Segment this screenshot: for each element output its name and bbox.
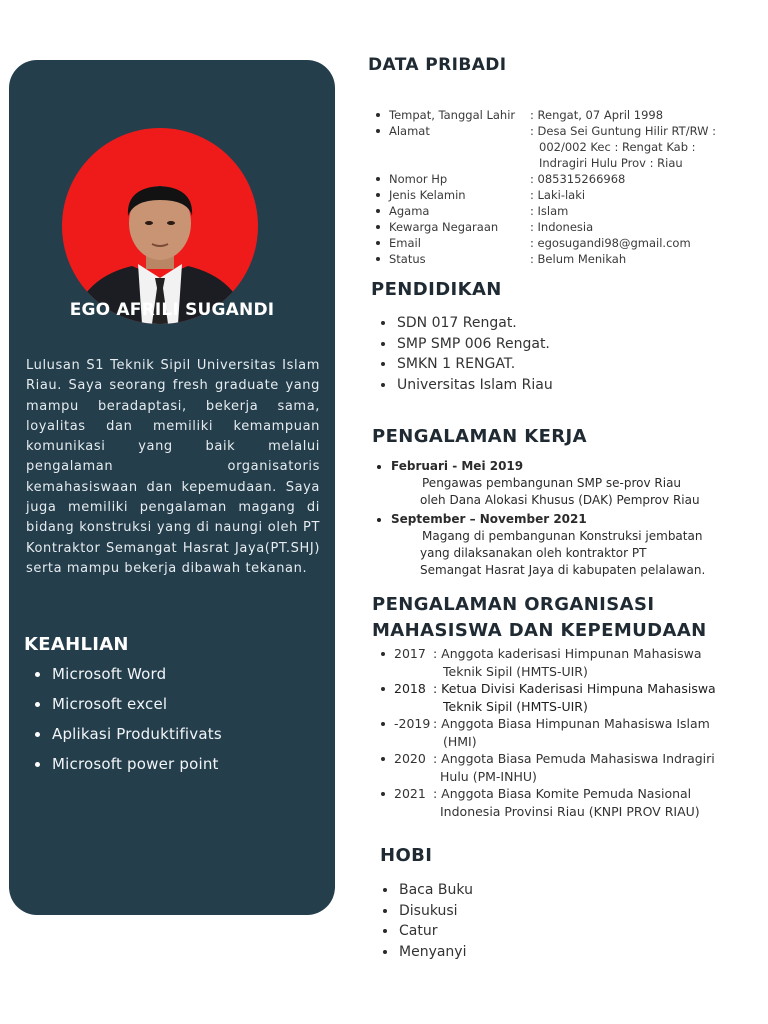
education-heading: PENDIDIKAN bbox=[371, 279, 502, 300]
hobby-list bbox=[380, 880, 473, 962]
organization-text: : Anggota Biasa Pemuda Mahasiswa Indragiri bbox=[433, 751, 715, 766]
personal-label: Agama bbox=[389, 204, 430, 218]
organization-text: : Anggota Biasa Komite Pemuda Nasional bbox=[433, 786, 692, 801]
hobby-item: Menyanyi bbox=[380, 942, 473, 963]
organization-text: : Ketua Divisi Kaderisasi Himpuna Mahasiswa bbox=[433, 681, 716, 696]
skill-item: Aplikasi Produktifivats bbox=[31, 723, 222, 753]
personal-label: Nomor Hp bbox=[389, 172, 448, 186]
skills-list bbox=[31, 663, 222, 783]
profile-sidebar bbox=[9, 60, 335, 915]
personal-label: Alamat bbox=[389, 124, 430, 138]
personal-label: Jenis Kelamin bbox=[389, 188, 466, 202]
organization-year: 2018 bbox=[394, 681, 426, 696]
personal-label: Tempat, Tanggal Lahir bbox=[389, 108, 516, 122]
work-item bbox=[374, 511, 705, 579]
personal-label: Kewarga Negaraan bbox=[389, 220, 499, 234]
education-item: SDN 017 Rengat. bbox=[378, 313, 553, 334]
personal-value: Indragiri Hulu Prov : Riau bbox=[539, 156, 683, 170]
personal-value: : Belum Menikah bbox=[530, 252, 627, 266]
education-item: Universitas Islam Riau bbox=[378, 375, 553, 396]
work-line: Magang di pembangunan Konstruksi jembatan bbox=[422, 529, 703, 543]
work-period: Februari - Mei 2019 bbox=[374, 458, 705, 475]
organization-text: Hulu (PM-INHU) bbox=[440, 768, 537, 784]
personal-value: : Islam bbox=[530, 204, 569, 218]
work-heading: PENGALAMAN KERJA bbox=[372, 426, 587, 447]
personal-value: : 085315266968 bbox=[530, 172, 626, 186]
skill-item: Microsoft power point bbox=[31, 753, 222, 783]
organization-heading bbox=[372, 592, 707, 644]
hobby-item: Disukusi bbox=[380, 901, 473, 922]
work-line: Semangat Hasrat Jaya di kabupaten pelalawan. bbox=[420, 563, 706, 577]
work-line: Pengawas pembangunan SMP se-prov Riau bbox=[422, 476, 682, 490]
profile-name: EGO AFRILI SUGANDI bbox=[69, 300, 275, 320]
organization-year: 2021 bbox=[394, 786, 426, 801]
organization-text: Teknik Sipil (HMTS-UIR) bbox=[443, 663, 588, 679]
personal-value: : Desa Sei Guntung Hilir RT/RW : bbox=[530, 124, 717, 138]
personal-value: 002/002 Kec : Rengat Kab : bbox=[539, 140, 696, 154]
personal-data-heading: DATA PRIBADI bbox=[368, 55, 507, 75]
profile-summary: Lulusan S1 Teknik Sipil Universitas Islam Riau. Saya seorang fresh graduate yang mampu beradaptasi, bekerja sama, loyalitas dan memiliki kemampuan komunikasi yang baik melalui pengalaman organisatoris kemahasiswaan dan kepemudaan. Saya juga memiliki pengalaman magang di bidang konstruksi yang di naungi oleh PT Kontraktor Semangat Hasrat Jaya(PT.SHJ) serta mampu bekerja dibawah tekanan. bbox=[26, 358, 320, 576]
profile-photo bbox=[62, 128, 258, 324]
skill-item: Microsoft Word bbox=[31, 663, 222, 693]
organization-text: : Anggota Biasa Himpunan Mahasiswa Islam bbox=[433, 716, 710, 731]
personal-label: Email bbox=[389, 236, 421, 250]
organization-text: Teknik Sipil (HMTS-UIR) bbox=[443, 698, 588, 714]
organization-year: -2019 bbox=[394, 716, 431, 731]
organization-heading-line: PENGALAMAN ORGANISASI bbox=[372, 594, 655, 615]
work-item bbox=[374, 458, 705, 509]
work-list bbox=[374, 458, 705, 579]
personal-value: : Rengat, 07 April 1998 bbox=[530, 108, 664, 122]
work-line: yang dilaksanakan oleh kontraktor PT bbox=[420, 546, 647, 560]
work-line: oleh Dana Alokasi Khusus (DAK) Pemprov Riau bbox=[420, 493, 700, 507]
hobby-item: Baca Buku bbox=[380, 880, 473, 901]
organization-heading-line: MAHASISWA DAN KEPEMUDAAN bbox=[372, 620, 707, 641]
hobby-heading: HOBI bbox=[380, 845, 433, 866]
personal-label: Status bbox=[389, 252, 426, 266]
education-item: SMP SMP 006 Rengat. bbox=[378, 334, 553, 355]
personal-value: : egosugandi98@gmail.com bbox=[530, 236, 691, 250]
organization-text: (HMI) bbox=[443, 733, 477, 749]
organization-year: 2020 bbox=[394, 751, 426, 766]
education-item: SMKN 1 RENGAT. bbox=[378, 354, 553, 375]
skills-heading: KEAHLIAN bbox=[24, 634, 129, 655]
hobby-item: Catur bbox=[380, 921, 473, 942]
education-list bbox=[378, 313, 553, 395]
skill-item: Microsoft excel bbox=[31, 693, 222, 723]
organization-text: Indonesia Provinsi Riau (KNPI PROV RIAU) bbox=[440, 803, 700, 819]
personal-value: : Indonesia bbox=[530, 220, 594, 234]
organization-year: 2017 bbox=[394, 646, 426, 661]
personal-value: : Laki-laki bbox=[530, 188, 586, 202]
work-period: September – November 2021 bbox=[374, 511, 705, 528]
organization-text: : Anggota kaderisasi Himpunan Mahasiswa bbox=[433, 646, 702, 661]
